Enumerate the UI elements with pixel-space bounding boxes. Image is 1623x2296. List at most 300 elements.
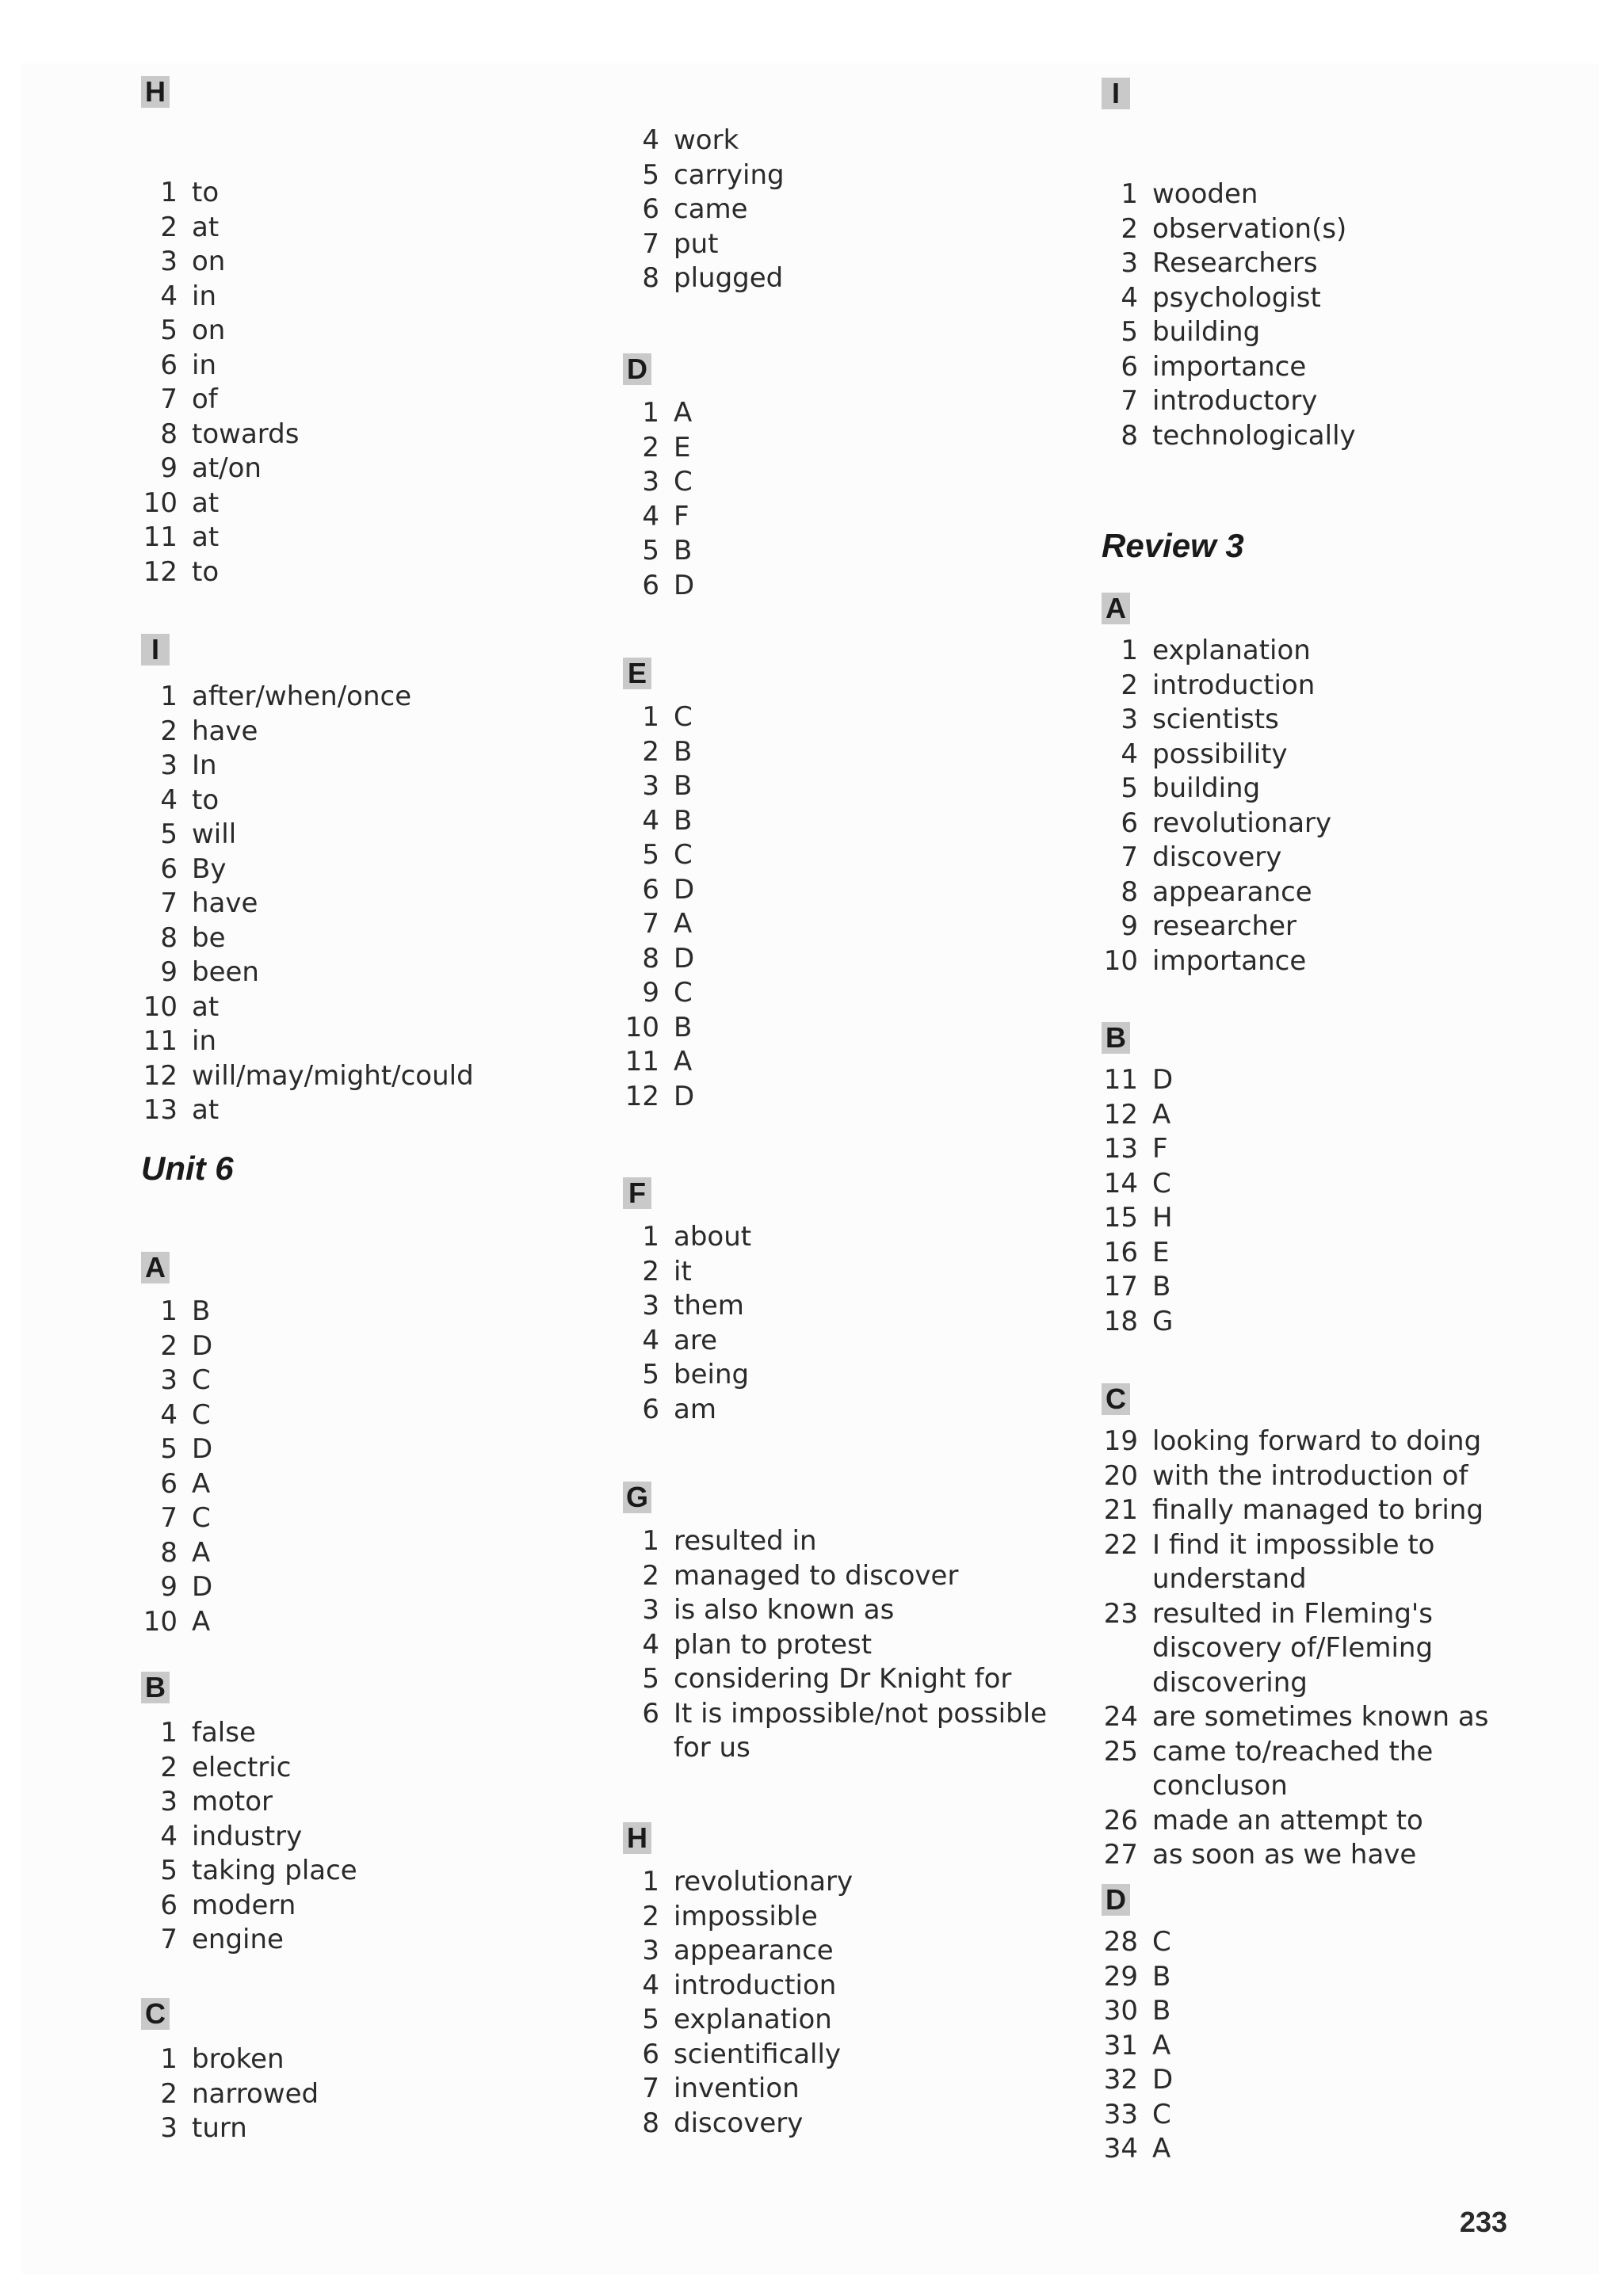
answer-number: 4 — [160, 280, 178, 312]
answer-item — [141, 245, 585, 280]
answer-text: technologically — [1152, 419, 1356, 452]
answer-item — [1102, 944, 1545, 979]
answer-text: impossible — [674, 1900, 818, 1932]
exercise-heading — [141, 634, 585, 666]
answer-text: on — [192, 315, 226, 346]
answer-text: at/on — [192, 452, 262, 484]
answer-list — [623, 124, 1067, 296]
answer-item — [141, 1716, 585, 1751]
answer-number: 17 — [1103, 1271, 1138, 1302]
answer-item — [623, 769, 1067, 804]
answer-number: 26 — [1103, 1804, 1138, 1836]
answer-number: 19 — [1103, 1425, 1138, 1457]
answer-number: 5 — [160, 315, 178, 346]
answer-number: 7 — [160, 1924, 178, 1955]
answer-item — [141, 349, 585, 383]
answer-item — [141, 176, 585, 211]
answer-text: B — [674, 735, 693, 768]
answer-text: will — [192, 818, 237, 850]
answer-item — [623, 1045, 1067, 1080]
answer-item — [623, 534, 1067, 569]
answer-text: discovery — [1152, 841, 1282, 873]
answer-text: is also known as — [674, 1594, 895, 1626]
answer-item — [141, 1398, 585, 1433]
answer-text: at — [192, 521, 220, 553]
answer-list — [1102, 634, 1545, 978]
answer-item — [141, 555, 585, 590]
answer-text: C — [1152, 2098, 1171, 2130]
answer-item — [623, 1900, 1067, 1935]
answer-text: building — [1152, 316, 1261, 348]
answer-item — [623, 1524, 1067, 1559]
answer-number: 6 — [642, 2038, 659, 2070]
answer-number: 4 — [642, 1324, 659, 1356]
answer-text: B — [1152, 1995, 1171, 2027]
answer-item — [623, 1011, 1067, 1046]
answer-text: towards — [192, 418, 300, 450]
answer-text: A — [192, 1467, 211, 1500]
answer-number: 4 — [642, 1969, 659, 2001]
answer-number: 3 — [1121, 247, 1138, 279]
answer-text: C — [674, 839, 693, 871]
answer-text: at — [192, 211, 220, 243]
answer-number: 11 — [143, 521, 178, 553]
answer-item — [623, 1324, 1067, 1359]
unit-heading — [141, 1149, 585, 1188]
answer-number: 12 — [143, 555, 178, 588]
answer-item — [141, 818, 585, 852]
answer-number: 6 — [160, 1467, 178, 1500]
answer-text: it — [674, 1255, 692, 1287]
answer-number: 3 — [160, 1364, 178, 1396]
answer-number: 4 — [160, 784, 178, 816]
answer-item — [1102, 910, 1545, 944]
answer-item — [141, 280, 585, 315]
answer-text: are — [674, 1324, 717, 1356]
answer-item — [141, 887, 585, 921]
answer-number: 22 — [1103, 1528, 1138, 1561]
exercise-letter-badge: F — [623, 1177, 651, 1209]
answer-text: broken — [192, 2043, 285, 2075]
answer-number: 5 — [1121, 772, 1138, 804]
answer-list — [623, 700, 1067, 1114]
answer-text: D — [1152, 2064, 1174, 2096]
answer-text: D — [192, 1329, 213, 1362]
answer-number: 1 — [160, 1717, 178, 1749]
answer-item — [1102, 1098, 1545, 1133]
answer-text: managed to discover — [674, 1559, 959, 1592]
answer-item — [623, 569, 1067, 604]
exercise-heading — [623, 1482, 1067, 1513]
answer-item — [623, 1393, 1067, 1428]
answer-number: 30 — [1103, 1995, 1138, 2027]
answer-text: appearance — [1152, 875, 1312, 908]
answer-list — [141, 176, 585, 589]
answer-text: in — [192, 349, 216, 381]
exercise-heading — [623, 658, 1067, 689]
answer-number: 3 — [160, 1786, 178, 1817]
answer-item — [1102, 634, 1545, 669]
answer-number: 11 — [624, 1046, 659, 1077]
answer-text: to — [192, 177, 220, 208]
exercise-letter-badge: B — [1102, 1022, 1130, 1054]
answer-list — [1102, 1063, 1545, 1339]
answer-item — [141, 418, 585, 452]
exercise-letter-badge: C — [1102, 1383, 1130, 1415]
unit-title: Unit 6 — [141, 1150, 234, 1187]
answer-number: 34 — [1103, 2133, 1138, 2164]
answer-text: at — [192, 486, 220, 519]
answer-number: 2 — [642, 431, 659, 463]
answer-text: D — [674, 569, 695, 601]
answer-item — [141, 1785, 585, 1820]
answer-text: A — [674, 908, 693, 940]
answer-text: revolutionary — [1152, 807, 1332, 839]
answer-text: A — [674, 397, 693, 429]
answer-number: 1 — [160, 177, 178, 208]
answer-list — [623, 396, 1067, 603]
answer-number: 2 — [160, 211, 178, 243]
answer-number: 20 — [1103, 1459, 1138, 1492]
exercise-letter-badge: I — [141, 634, 170, 666]
answer-text: finally managed to bring — [1152, 1494, 1484, 1526]
answer-item — [141, 1605, 585, 1640]
answer-number: 12 — [624, 1080, 659, 1112]
answer-item — [623, 1628, 1067, 1663]
answer-item — [141, 715, 585, 749]
answer-list — [141, 1716, 585, 1958]
answer-item — [141, 1751, 585, 1786]
answer-item — [623, 193, 1067, 227]
answer-number: 2 — [642, 1559, 659, 1592]
answer-item — [1102, 1459, 1545, 1494]
answer-item — [623, 1662, 1067, 1697]
answer-text: importance — [1152, 944, 1307, 977]
answer-text: H — [1152, 1202, 1173, 1234]
exercise-heading — [1102, 1022, 1545, 1054]
answer-text: to — [192, 784, 220, 816]
answer-item — [623, 1255, 1067, 1290]
answer-text: in — [192, 280, 216, 312]
answer-text: explanation — [1152, 635, 1311, 666]
answer-text: A — [674, 1046, 693, 1077]
answer-number: 3 — [160, 749, 178, 781]
answer-item — [623, 735, 1067, 770]
answer-number: 5 — [160, 818, 178, 850]
answer-text: scientifically — [674, 2038, 842, 2070]
answer-item — [623, 838, 1067, 873]
answer-item — [623, 158, 1067, 193]
answer-item — [141, 680, 585, 715]
answer-number: 7 — [642, 2073, 659, 2104]
answer-text: A — [1152, 2029, 1171, 2061]
answer-item — [1102, 841, 1545, 875]
answer-text: C — [674, 977, 693, 1009]
answer-number: 4 — [1121, 738, 1138, 770]
answer-text: engine — [192, 1924, 284, 1955]
answer-item — [141, 1093, 585, 1128]
answer-text: modern — [192, 1889, 296, 1921]
exercise-letter-badge: D — [623, 353, 651, 385]
answer-list — [623, 1865, 1067, 2141]
answer-item — [1102, 350, 1545, 385]
answer-item — [141, 1024, 585, 1059]
answer-number: 2 — [1121, 669, 1138, 701]
answer-item — [1102, 246, 1545, 281]
exercise-letter-badge: H — [141, 76, 170, 108]
answer-text: importance — [1152, 350, 1307, 383]
answer-text: C — [1152, 1926, 1171, 1958]
answer-number: 8 — [642, 262, 659, 294]
answer-text: electric — [192, 1751, 292, 1783]
answer-item — [141, 2111, 585, 2146]
answer-item — [141, 1501, 585, 1536]
answer-number: 8 — [1121, 419, 1138, 452]
answer-number: 5 — [642, 1663, 659, 1695]
answer-item — [141, 1059, 585, 1094]
answer-text: F — [1152, 1133, 1168, 1165]
answer-number: 6 — [160, 1889, 178, 1921]
answer-text: looking forward to doing — [1152, 1425, 1482, 1457]
answer-item — [623, 261, 1067, 296]
answer-item — [1102, 772, 1545, 807]
answer-item — [623, 2003, 1067, 2038]
answer-text: appearance — [674, 1935, 834, 1966]
answer-text: D — [1152, 1064, 1174, 1096]
answer-text: in — [192, 1025, 216, 1057]
answer-number: 33 — [1103, 2098, 1138, 2130]
answer-number: 7 — [1121, 841, 1138, 873]
answer-number: 8 — [160, 921, 178, 954]
page-sheet — [22, 63, 1599, 2274]
exercise-heading — [623, 1822, 1067, 1854]
answer-number: 6 — [642, 569, 659, 601]
answer-text: C — [192, 1398, 211, 1431]
answer-number: 13 — [143, 1094, 178, 1126]
answer-text: plan to protest — [674, 1628, 873, 1661]
answer-item — [623, 1289, 1067, 1324]
answer-text: are sometimes known as — [1152, 1701, 1489, 1733]
answer-text: turn — [192, 2112, 247, 2144]
answer-item — [1102, 281, 1545, 316]
answer-number: 16 — [1103, 1236, 1138, 1268]
answer-text: wooden — [1152, 178, 1258, 210]
answer-number: 4 — [642, 500, 659, 532]
answer-item — [623, 2072, 1067, 2107]
answer-item — [1102, 315, 1545, 350]
exercise-heading — [1102, 1383, 1545, 1415]
exercise-letter-badge: A — [1102, 593, 1130, 624]
answer-number: 7 — [160, 887, 178, 919]
answer-item — [623, 2107, 1067, 2142]
answer-text: introductory — [1152, 385, 1318, 417]
answer-number: 1 — [160, 1295, 178, 1327]
answer-item — [1102, 1270, 1545, 1305]
exercise-letter-badge: G — [623, 1482, 651, 1513]
answer-number: 5 — [160, 1433, 178, 1465]
answer-number: 7 — [160, 383, 178, 415]
answer-number: 10 — [624, 1011, 659, 1043]
exercise-heading — [141, 1252, 585, 1283]
answer-item — [1102, 1063, 1545, 1098]
answer-number: 3 — [642, 1935, 659, 1966]
answer-item — [141, 1295, 585, 1329]
answer-item — [1102, 2029, 1545, 2064]
answer-text: possibility — [1152, 738, 1288, 770]
answer-number: 10 — [1103, 944, 1138, 977]
answer-text: It is impossible/not possible for us — [674, 1697, 1048, 1764]
answer-number: 6 — [642, 873, 659, 906]
answer-text: B — [192, 1295, 211, 1327]
answer-text: about — [674, 1221, 752, 1253]
answer-text: G — [1152, 1305, 1174, 1337]
answer-item — [1102, 1425, 1545, 1459]
answer-text: A — [1152, 1098, 1171, 1131]
answer-number: 3 — [642, 466, 659, 498]
answer-text: C — [192, 1502, 211, 1534]
answer-item — [623, 700, 1067, 735]
answer-text: B — [674, 535, 693, 566]
answer-number: 11 — [143, 1025, 178, 1057]
answer-number: 7 — [1121, 385, 1138, 417]
answer-item — [623, 227, 1067, 262]
answer-number: 1 — [642, 701, 659, 733]
answer-number: 4 — [160, 1820, 178, 1852]
answer-item — [141, 2042, 585, 2077]
answer-number: 12 — [1103, 1098, 1138, 1131]
answer-text: A — [192, 1605, 211, 1638]
answer-text: being — [674, 1359, 750, 1390]
exercise-heading — [1102, 78, 1545, 109]
answer-text: been — [192, 956, 259, 988]
answer-item — [623, 907, 1067, 942]
answer-text: put — [674, 227, 719, 260]
answer-item — [623, 1559, 1067, 1594]
answer-number: 1 — [642, 1221, 659, 1253]
answer-text: on — [192, 246, 226, 277]
answer-item — [623, 1593, 1067, 1628]
answer-item — [1102, 2063, 1545, 2098]
answer-item — [623, 500, 1067, 535]
answer-number: 5 — [642, 158, 659, 191]
answer-item — [623, 1220, 1067, 1255]
answer-number: 18 — [1103, 1305, 1138, 1337]
exercise-heading — [141, 1672, 585, 1703]
answer-item — [1102, 2132, 1545, 2167]
exercise-letter-badge: A — [141, 1252, 170, 1283]
answer-item — [1102, 807, 1545, 841]
answer-item — [1102, 1994, 1545, 2029]
answer-text: F — [674, 500, 689, 532]
answer-item — [623, 1969, 1067, 2004]
answer-number: 3 — [1121, 704, 1138, 735]
answer-text: A — [192, 1536, 211, 1569]
answer-number: 1 — [642, 1866, 659, 1897]
answer-item — [623, 1358, 1067, 1393]
answer-list — [1102, 177, 1545, 453]
answer-number: 2 — [160, 1329, 178, 1362]
answer-text: made an attempt to — [1152, 1804, 1423, 1836]
answer-item — [141, 921, 585, 956]
answer-number: 9 — [160, 956, 178, 988]
answer-item — [141, 383, 585, 418]
answer-text: Researchers — [1152, 247, 1318, 279]
answer-item — [1102, 875, 1545, 910]
answer-number: 3 — [642, 1594, 659, 1626]
exercise-letter-badge: D — [1102, 1884, 1130, 1916]
answer-item — [623, 465, 1067, 500]
answer-text: with the introduction of — [1152, 1459, 1468, 1492]
answer-item — [141, 452, 585, 486]
answer-text: carrying — [674, 158, 785, 191]
answer-text: introduction — [1152, 669, 1316, 701]
answer-text: have — [192, 887, 258, 919]
answer-item — [1102, 1493, 1545, 1528]
answer-number: 15 — [1103, 1202, 1138, 1234]
answer-item — [141, 1570, 585, 1605]
answer-text: introduction — [674, 1969, 837, 2001]
answer-number: 14 — [1103, 1167, 1138, 1199]
answer-number: 4 — [642, 1628, 659, 1661]
answer-item — [1102, 2098, 1545, 2133]
answer-number: 9 — [642, 977, 659, 1009]
answer-item — [1102, 1167, 1545, 1202]
answer-item — [1102, 703, 1545, 738]
answer-item — [623, 431, 1067, 466]
exercise-heading — [1102, 593, 1545, 624]
answer-list — [1102, 1425, 1545, 1873]
answer-item — [623, 2038, 1067, 2073]
answer-text: revolutionary — [674, 1866, 854, 1897]
answer-text: after/when/once — [192, 681, 412, 712]
answer-number: 4 — [1121, 281, 1138, 314]
answer-item — [1102, 738, 1545, 772]
answer-text: building — [1152, 772, 1261, 804]
answer-item — [141, 955, 585, 990]
answer-item — [141, 1854, 585, 1889]
answer-text: taking place — [192, 1855, 357, 1886]
answer-number: 2 — [160, 1751, 178, 1783]
answer-item — [141, 1363, 585, 1398]
answer-item — [623, 942, 1067, 977]
answer-number: 2 — [642, 735, 659, 768]
answer-item — [623, 976, 1067, 1011]
answer-number: 5 — [642, 535, 659, 566]
answer-item — [623, 124, 1067, 158]
answer-list — [141, 1295, 585, 1639]
answer-number: 7 — [642, 908, 659, 940]
answer-number: 29 — [1103, 1960, 1138, 1993]
answer-item — [623, 1080, 1067, 1115]
answer-text: E — [1152, 1236, 1170, 1268]
answer-item — [623, 1697, 1067, 1766]
answer-text: D — [192, 1433, 213, 1465]
answer-text: A — [1152, 2133, 1171, 2164]
answer-item — [1102, 1804, 1545, 1839]
answer-item — [141, 1536, 585, 1571]
answer-item — [1102, 1960, 1545, 1995]
exercise-letter-badge: H — [623, 1822, 651, 1854]
answer-number: 7 — [160, 1502, 178, 1534]
answer-number: 9 — [160, 452, 178, 484]
answer-item — [141, 211, 585, 246]
answer-text: narrowed — [192, 2077, 319, 2110]
answer-text: C — [192, 1364, 211, 1396]
answer-text: them — [674, 1290, 744, 1322]
answer-number: 23 — [1103, 1597, 1138, 1630]
answer-text: C — [1152, 1167, 1171, 1199]
answer-text: motor — [192, 1786, 273, 1817]
